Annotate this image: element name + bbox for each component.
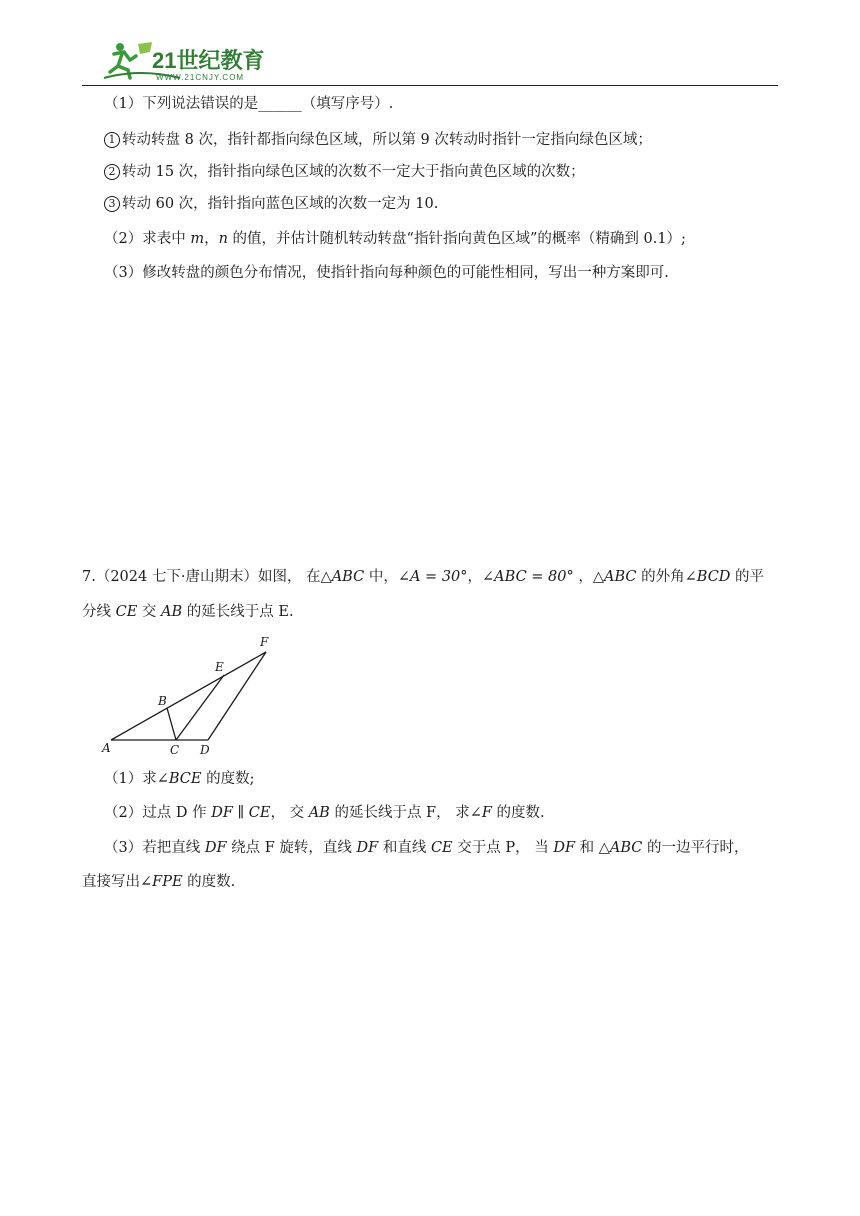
circled-number: 2 <box>104 164 120 180</box>
segment-CE <box>176 675 224 740</box>
label-D: D <box>200 743 210 757</box>
text-span: 分线 <box>82 604 116 620</box>
text-span: 中， <box>364 569 398 585</box>
math-triangle: △ABC <box>320 569 365 585</box>
p6-item-2 <box>104 162 585 182</box>
math-segment: CE <box>115 604 138 620</box>
math-angle: ∠FPE <box>140 874 183 890</box>
text-span: （2）求表中 <box>104 231 191 247</box>
p6-q3: （3）修改转盘的颜色分布情况，使指针指向每种颜色的可能性相同，写出一种方案即可. <box>104 265 669 281</box>
text-span: 的延长线于点 F， 求 <box>329 805 470 821</box>
label-E: E <box>215 660 224 674</box>
label-B: B <box>158 694 167 708</box>
math-segment: AB <box>161 604 183 620</box>
label-A: A <box>102 741 111 755</box>
circled-number: 1 <box>104 132 120 148</box>
math-triangle: △ABC <box>592 569 637 585</box>
circled-number: 3 <box>104 196 120 212</box>
p6-item-2-text: 转动 15 次，指针指向绿色区域的次数不一定大于指向黄色区域的次数； <box>122 164 585 180</box>
p7-q3-line2 <box>82 872 235 892</box>
p6-item-3-text: 转动 60 次，指针指向蓝色区域的次数一定为 10. <box>122 196 439 212</box>
math-angle: ∠F <box>469 805 492 821</box>
geometry-figure <box>98 630 288 758</box>
label-F: F <box>260 635 269 649</box>
text-span: ， <box>573 569 593 585</box>
text-span: 交 <box>137 604 162 620</box>
math-segment: DF <box>204 840 227 856</box>
p6-item-1 <box>104 130 652 150</box>
text-span: ， <box>204 231 219 247</box>
p7-q2 <box>104 803 545 823</box>
text-span: 的一边平行时， <box>642 840 749 856</box>
math-segment: AB <box>308 805 330 821</box>
math-parallel: DF ∥ CE <box>211 805 271 821</box>
math-n: n <box>218 231 228 247</box>
text-span: 的值，并估计随机转动转盘“指针指向黄色区域”的概率（精确到 0.1）; <box>227 231 686 247</box>
text-span: 的延长线于点 E. <box>182 604 294 620</box>
text-span: ， 交 <box>270 805 309 821</box>
text-span: （2）过点 D 作 <box>104 805 212 821</box>
text-span: ， <box>467 569 483 585</box>
p6-item-3 <box>104 194 438 214</box>
logo-url: WWW.21CNJY.COM <box>156 73 245 82</box>
site-logo <box>100 38 280 84</box>
text-span: 的外角 <box>636 569 685 585</box>
logo-text: 21世纪教育 <box>152 48 265 73</box>
math-angle: ∠A = 30° <box>397 569 468 585</box>
text-span: 直接写出 <box>82 874 140 890</box>
text-span: 的度数. <box>182 874 236 890</box>
math-m: m <box>190 231 205 247</box>
p7-q3-line1 <box>104 838 749 858</box>
math-segment: DF <box>356 840 379 856</box>
math-segment: CE <box>430 840 453 856</box>
line-AF <box>111 652 266 740</box>
text-span: 绕点 F 旋转，直线 <box>226 840 357 856</box>
p6-q2 <box>104 229 686 249</box>
math-angle: ∠ABC = 80° <box>482 569 574 585</box>
p6-q1: （1）下列说法错误的是______（填写序号）. <box>104 96 394 112</box>
p7-q1 <box>104 769 255 789</box>
label-C: C <box>170 743 180 757</box>
segment-BC <box>167 708 176 740</box>
text-span: 7.（2024 七下·唐山期末）如图， 在 <box>82 569 321 585</box>
math-angle: ∠BCD <box>684 569 731 585</box>
p7-stem-line1 <box>82 567 764 587</box>
text-span: 交于点 P， 当 <box>452 840 554 856</box>
text-span: 的度数. <box>491 805 545 821</box>
text-span: （1）求 <box>104 771 157 787</box>
page-header <box>0 0 860 88</box>
header-rule <box>82 85 778 86</box>
p7-stem-line2 <box>82 602 294 622</box>
figure-lines <box>111 652 266 740</box>
text-span: （3）若把直线 <box>104 840 205 856</box>
math-segment: DF <box>553 840 576 856</box>
p6-item-1-text: 转动转盘 8 次，指针都指向绿色区域，所以第 9 次转动时指针一定指向绿色区域； <box>122 132 652 148</box>
math-angle: ∠BCE <box>156 771 202 787</box>
text-span: 的平 <box>730 569 765 585</box>
text-span: 和直线 <box>378 840 431 856</box>
text-span: 的度数; <box>201 771 255 787</box>
text-span: 和 <box>575 840 599 856</box>
math-triangle: △ABC <box>598 840 643 856</box>
